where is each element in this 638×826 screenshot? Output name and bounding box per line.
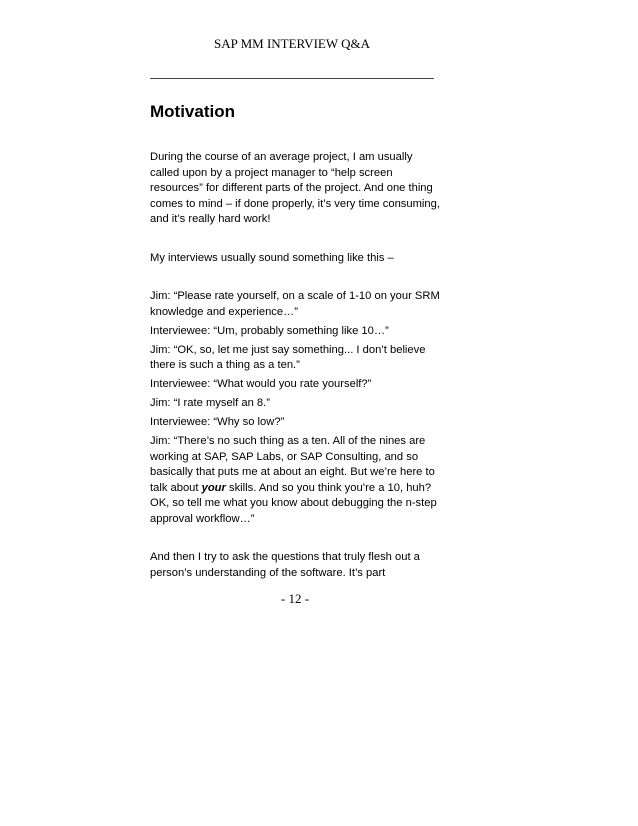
interview-intro-paragraph: My interviews usually sound something like this – bbox=[150, 251, 394, 264]
dialogue-line: Jim: “Please rate yourself, on a scale of 1-10 on your SRM knowledge and experience…” bbox=[150, 290, 440, 318]
closing-paragraph: And then I try to ask the questions that truly flesh out a person’s understanding of the software. It’s part bbox=[150, 551, 420, 579]
dialogue-line: Interviewee: “What would you rate yourself?” bbox=[150, 378, 372, 390]
intro-paragraph: During the course of an average project, I am usually called upon by a project manager to “help screen resources” for different parts of the project. And one thing comes to mind – if done properly, it’s very time consuming, and it’s really hard work! bbox=[150, 151, 440, 225]
dialogue-line: Interviewee: “Um, probably something like 10…” bbox=[150, 324, 389, 337]
running-header: SAP MM INTERVIEW Q&A bbox=[213, 36, 371, 51]
dialogue-text: Jim: “There’s no such thing as a ten. All of the nines are working at SAP, SAP Labs, or SAP Consulting, and so basically that puts me at about an eight. But we’re here to talk about bbox=[150, 435, 435, 494]
header-divider bbox=[150, 78, 434, 79]
dialogue-line: Interviewee: “Why so low?” bbox=[150, 416, 285, 428]
dialogue-line: Jim: “OK, so, let me just say something... I don’t believe there is such a thing as a ten.” bbox=[150, 343, 426, 371]
section-title: Motivation bbox=[150, 102, 235, 121]
dialogue-text: skills. And so you think you’re a 10, huh? OK, so tell me what you know about debugging the n-step approval workflow…” bbox=[150, 481, 437, 525]
body-text bbox=[150, 150, 440, 581]
page-number: - 12 - bbox=[280, 591, 310, 606]
dialogue-line bbox=[150, 434, 440, 527]
emphasis-text: your bbox=[201, 481, 226, 494]
dialogue-line: Jim: “I rate myself an 8.” bbox=[150, 397, 270, 409]
